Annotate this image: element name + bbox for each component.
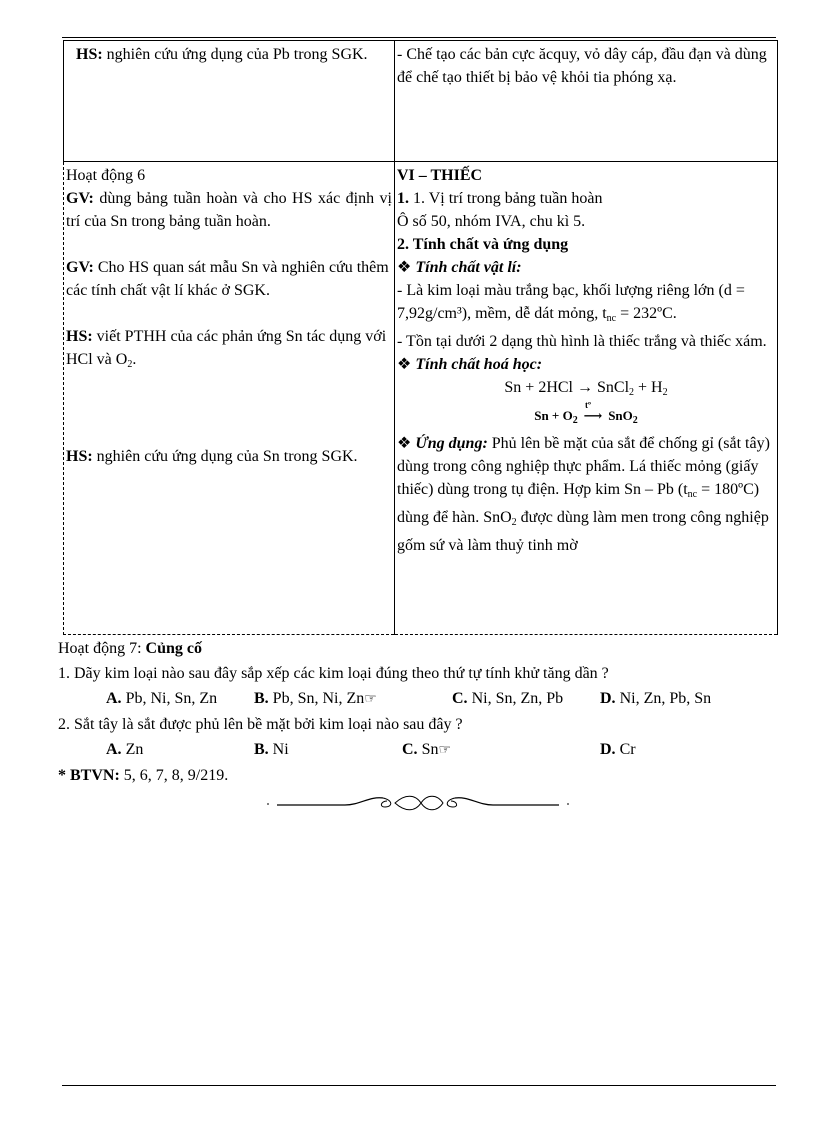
subscript: 2 xyxy=(511,517,517,528)
option-text: Sn xyxy=(417,741,439,758)
option-letter: C. xyxy=(452,690,468,707)
hs-task-2-text: nghiên cứu ứng dụng của Sn trong SGK. xyxy=(92,448,358,465)
sn-activity-cell xyxy=(64,162,395,635)
applications-text-c: được dùng làm men trong công nghiệp gốm sứ và làm thuỷ tinh mờ xyxy=(397,509,769,554)
physical-title-text: Tính chất vật lí: xyxy=(415,259,522,276)
punctuation: . xyxy=(132,351,137,368)
top-rule xyxy=(62,37,776,38)
bottom-rule xyxy=(62,1085,776,1086)
option-letter: B. xyxy=(254,741,269,758)
option-d xyxy=(600,686,711,711)
option-c xyxy=(402,737,600,763)
homework-text: 5, 6, 7, 8, 9/219. xyxy=(119,767,229,784)
ornament-divider-icon xyxy=(265,790,571,816)
gv-task-2-text: Cho HS quan sát mẫu Sn và nghiên cứu thêm các tính chất vật lí khác ở SGK. xyxy=(66,259,389,299)
gv-task-1 xyxy=(66,187,392,233)
gv-label: GV: xyxy=(66,190,94,207)
applications-text-b: = 180ºC) dùng để hàn. SnO xyxy=(397,481,760,526)
applications-title: Ứng dụng: xyxy=(415,435,488,452)
subscript: 2 xyxy=(662,387,668,398)
gv-task-2 xyxy=(66,256,392,302)
eq2-part-a: Sn + O xyxy=(534,408,573,423)
hs-label: HS: xyxy=(66,328,93,345)
activity-7-title xyxy=(58,636,778,661)
eq1-part-b: + H xyxy=(634,379,663,396)
option-letter: B. xyxy=(254,690,269,707)
option-text: Ni, Zn, Pb, Sn xyxy=(615,690,712,707)
pb-applications-text: - Chế tạo các bản cực ăcquy, vỏ dây cáp, đầu đạn và dùng để chế tạo thiết bị bảo vệ khỏi tia phóng xạ. xyxy=(397,46,767,86)
option-letter: A. xyxy=(106,690,122,707)
position-title-text: 1. Vị trí trong bảng tuần hoàn xyxy=(413,190,603,207)
physical-text-1 xyxy=(397,279,775,330)
table-row xyxy=(64,162,778,635)
physical-title xyxy=(397,256,775,279)
diamond-bullet-icon: ❖ xyxy=(397,259,412,276)
hs-label: HS: xyxy=(76,46,103,63)
pb-activity-cell xyxy=(64,41,395,162)
homework xyxy=(58,763,778,788)
reaction-condition: tº xyxy=(584,400,591,410)
subscript: 2 xyxy=(127,359,133,370)
option-letter: A. xyxy=(106,741,122,758)
arrow-right-icon: ⟶ xyxy=(583,408,603,423)
pointing-hand-icon: ☞ xyxy=(364,692,377,707)
option-a xyxy=(106,737,254,762)
position-text: Ô số 50, nhóm IVA, chu kì 5. xyxy=(397,213,586,230)
question-2-options xyxy=(58,737,778,763)
subscript: 2 xyxy=(632,415,638,426)
option-b xyxy=(254,737,402,762)
subscript: 2 xyxy=(572,415,578,426)
pointing-hand-icon: ☞ xyxy=(438,743,452,758)
hs-pb-text: nghiên cứu ứng dụng của Pb trong SGK. xyxy=(102,46,368,63)
sn-content-cell xyxy=(395,162,778,635)
hs-label: HS: xyxy=(66,448,93,465)
gv-task-1-text: dùng bảng tuần hoàn và cho HS xác định vị trí của Sn trong bảng tuần hoàn. xyxy=(66,190,392,230)
section-heading-tin: VI – THIẾC xyxy=(397,167,483,184)
option-b xyxy=(254,686,452,712)
equation-o2 xyxy=(397,400,775,432)
physical-text-1-a: - Là kim loại màu trắng bạc, khối lượng riêng lớn (d = 7,92g/cm³), mềm, dễ dát mỏng, t xyxy=(397,282,745,322)
activity-6-title: Hoạt động 6 xyxy=(66,167,146,184)
hs-task-1-text: viết PTHH của các phản ứng Sn tác dụng với HCl và O xyxy=(66,328,387,368)
diamond-bullet-icon: ❖ xyxy=(397,435,412,452)
option-letter: D. xyxy=(600,690,616,707)
chemical-title xyxy=(397,353,775,376)
activity-7-title-text: Củng cố xyxy=(141,640,202,657)
option-text: Ni, Sn, Zn, Pb xyxy=(467,690,564,707)
table-row xyxy=(64,41,778,162)
option-text: Zn xyxy=(121,741,144,758)
option-letter: D. xyxy=(600,741,616,758)
properties-title xyxy=(397,233,775,256)
subscript: nc xyxy=(606,313,617,324)
option-letter: C. xyxy=(402,741,418,758)
hs-task-1 xyxy=(66,325,392,376)
eq2-part-b: SnO xyxy=(608,408,633,423)
question-1-options xyxy=(58,686,778,712)
option-d xyxy=(600,737,636,762)
diamond-bullet-icon: ❖ xyxy=(397,356,412,373)
question-1: 1. Dãy kim loại nào sau đây sắp xếp các kim loại đúng theo thứ tự tính khử tăng dần ? xyxy=(58,665,609,682)
hs-task-2 xyxy=(66,445,392,468)
pb-content-cell xyxy=(395,41,778,162)
option-text: Cr xyxy=(615,741,636,758)
position-title: 1. 1. Vị trí trong bảng tuần hoàn xyxy=(397,190,603,207)
subscript: nc xyxy=(687,489,698,500)
physical-text-2: - Tồn tại dưới 2 dạng thù hình là thiếc trắng và thiếc xám. xyxy=(397,333,767,350)
gv-label: GV: xyxy=(66,259,94,276)
activity-7-label: Hoạt động 7: xyxy=(58,640,142,657)
option-a xyxy=(106,686,254,711)
option-text: Ni xyxy=(268,741,289,758)
option-c xyxy=(452,686,600,711)
option-text: Pb, Sn, Ni, Zn xyxy=(268,690,365,707)
lesson-table xyxy=(63,40,778,635)
applications-text xyxy=(397,432,775,557)
question-2: 2. Sắt tây là sắt được phủ lên bề mặt bởi kim loại nào sau đây ? xyxy=(58,716,463,733)
physical-text-1-b: = 232ºC. xyxy=(616,305,677,322)
chemical-title-text: Tính chất hoá học: xyxy=(415,356,543,373)
consolidation-section xyxy=(58,636,778,788)
subscript: 2 xyxy=(629,387,635,398)
homework-label: * BTVN: xyxy=(58,767,120,784)
option-text: Pb, Ni, Sn, Zn xyxy=(121,690,218,707)
eq1-part-a: Sn + 2HCl → SnCl xyxy=(504,379,630,396)
applications-text-a: Phủ lên bề mặt của sắt để chống gỉ (sắt tây) dùng trong công nghiệp thực phẩm. Lá thiếc mỏng (giấy thiếc) dùng trong tụ điện. Hợp kim Sn – Pb (t xyxy=(397,435,770,498)
properties-title-text: 2. Tính chất và ứng dụng xyxy=(397,236,569,253)
